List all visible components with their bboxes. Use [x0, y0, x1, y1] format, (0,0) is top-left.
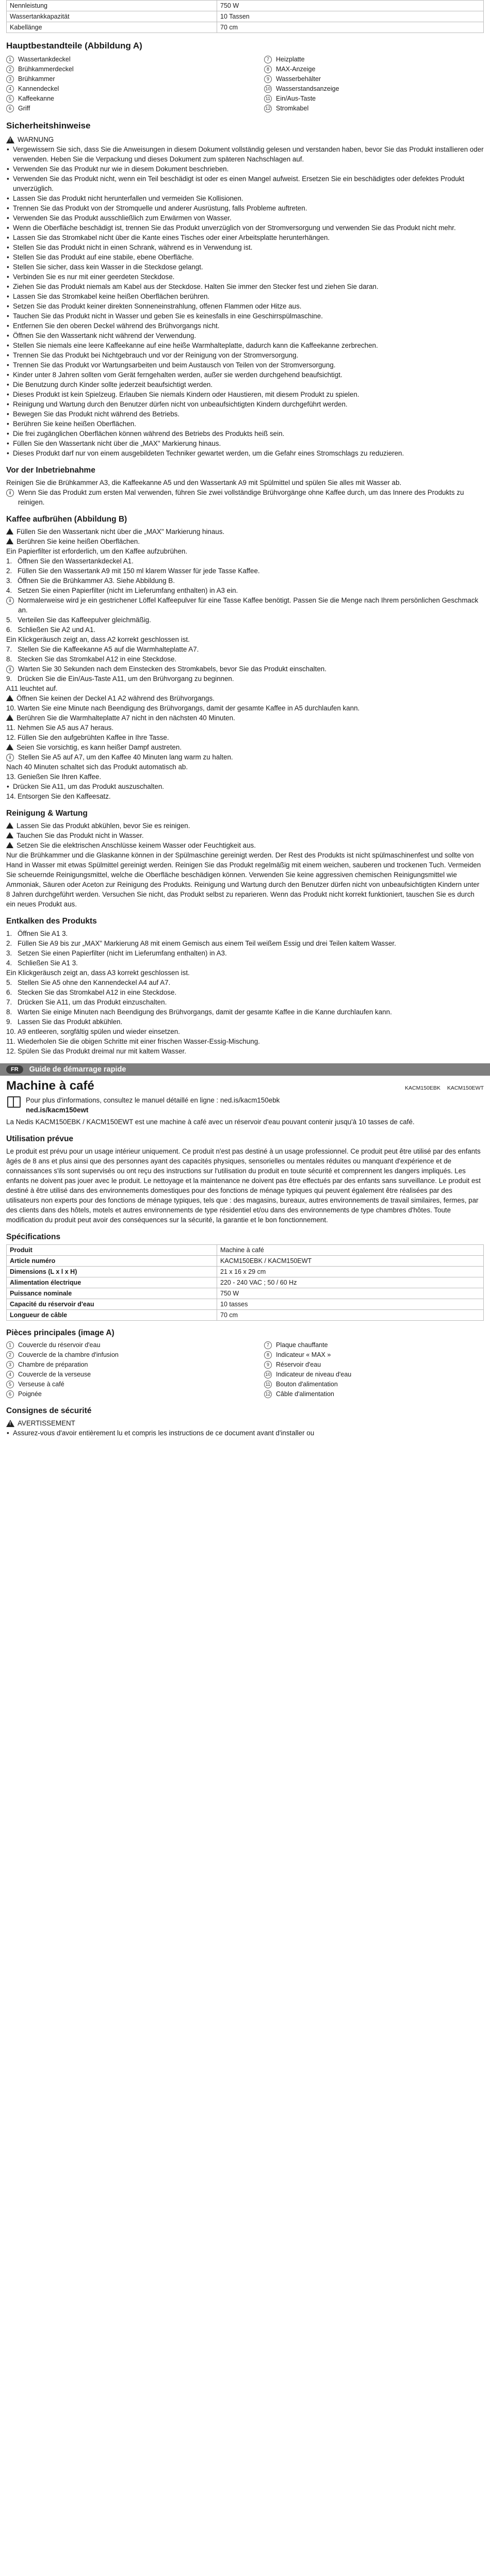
manual-line-1: Pour plus d'informations, consultez le manuel détaillé en ligne : ned.is/kacm150ebk — [26, 1096, 280, 1104]
table-row — [7, 11, 484, 22]
brew-step-9b: A11 leuchtet auf. — [6, 685, 58, 692]
safety-item: • Berühren Sie keine heißen Oberflächen. — [6, 419, 484, 429]
warning-icon: ! — [6, 1420, 14, 1427]
safety-item: • Füllen Sie den Wassertank nicht über die „MAX" Markierung hinaus. — [6, 439, 484, 448]
part-item — [6, 74, 264, 84]
part-label: Wassertankdeckel — [18, 56, 71, 63]
brew-steps-e — [6, 772, 484, 782]
step-number: 10. — [6, 1028, 16, 1035]
table-cell-value: Machine à café — [217, 1245, 484, 1256]
part-item — [264, 1360, 481, 1369]
step-text: Öffnen Sie A1 3. — [18, 930, 68, 937]
warning-icon — [6, 832, 13, 838]
step-number: 5. — [6, 979, 12, 986]
safety-heading-de: Sicherheitshinweise — [6, 121, 91, 131]
step-number: 5. — [6, 616, 12, 624]
part-number: 7 — [264, 1341, 272, 1349]
brew-bullet-list — [6, 782, 484, 791]
safety-item: • Stellen Sie das Produkt nicht in einen Schrank, während es in Verwendung ist. — [6, 242, 484, 252]
warning-icon — [6, 695, 13, 701]
part-item — [6, 1350, 264, 1359]
safety-item: • Verwenden Sie das Produkt nur wie in diesem Dokument beschrieben. — [6, 164, 484, 174]
step-text: Stecken Sie das Stromkabel A12 in eine Steckdose. — [18, 655, 177, 663]
step-number: 1. — [6, 930, 12, 937]
step-text: Warten Sie einige Minuten nach Beendigung des Brühvorgangs, damit der gesamte Kaffee in die Kanne durchlaufen kann. — [18, 1008, 392, 1016]
step-text: Schließen Sie A1 3. — [18, 959, 78, 967]
part-item — [264, 94, 481, 103]
fr-bar-title: Guide de démarrage rapide — [29, 1065, 126, 1074]
part-number: 4 — [6, 85, 14, 93]
part-number: 5 — [6, 1381, 14, 1388]
language-badge: FR — [6, 1065, 23, 1074]
part-item — [6, 1370, 264, 1379]
step-item — [6, 556, 484, 566]
step-number: 12. — [6, 734, 16, 741]
fr-spec-table — [6, 1244, 484, 1321]
step-item — [6, 644, 484, 654]
part-item — [6, 1360, 264, 1369]
step-number: 6. — [6, 626, 12, 634]
warning-label-fr: AVERTISSEMENT — [18, 1419, 75, 1427]
step-number: 7. — [6, 998, 12, 1006]
safety-item: • Reinigung und Wartung durch den Benutzer dürfen nicht von unbeaufsichtigten Kindern durchgeführt werden. — [6, 399, 484, 409]
table-row — [7, 1267, 484, 1277]
brew-step-9: 9. Drücken Sie die Ein/Aus-Taste A11, um den Brühvorgang zu beginnen. — [6, 675, 234, 683]
step-text: Wiederholen Sie die obigen Schritte mit einer frischen Wasser-Essig-Mischung. — [18, 1038, 260, 1045]
model-numbers — [400, 1083, 484, 1093]
safety-item: • Tauchen Sie das Produkt nicht in Wasser und geben Sie es keinesfalls in eine Geschirrspülmaschine. — [6, 311, 484, 321]
warning-icon — [6, 842, 13, 848]
step-item — [6, 987, 484, 997]
part-item — [264, 1350, 481, 1359]
brew-bullet: • Drücken Sie A11, um das Produkt auszuschalten. — [6, 782, 484, 791]
part-label: Verseuse à café — [18, 1381, 64, 1388]
brew-click-1: Ein Klickgeräusch zeigt an, dass A2 korrekt geschlossen ist. — [6, 636, 190, 643]
safety-item: • Trennen Sie das Produkt bei Nichtgebrauch und vor der Reinigung von der Stromversorgung. — [6, 350, 484, 360]
brew-note-2: i Warten Sie 30 Sekunden nach dem Einstecken des Stromkabels, bevor Sie das Produkt einschalten. — [6, 664, 484, 674]
step-text: Öffnen Sie den Wassertankdeckel A1. — [18, 557, 134, 565]
step-text: Füllen Sie den aufgebrühten Kaffee in Ihre Tasse. — [18, 734, 169, 741]
brew-intro-de: Ein Papierfilter ist erforderlich, um den Kaffee aufzubrühen. — [6, 547, 188, 555]
step-number: 11. — [6, 1038, 15, 1045]
table-cell-value: 70 cm — [217, 22, 484, 33]
part-label: Griff — [18, 105, 30, 112]
parts-heading-fr: Pièces principales (image A) — [6, 1328, 115, 1337]
manual-line-2: ned.is/kacm150ewt — [26, 1106, 89, 1114]
table-cell-key: Dimensions (L x l x H) — [7, 1267, 217, 1277]
parts-list-fr — [6, 1340, 484, 1399]
step-item — [6, 997, 484, 1007]
part-number: 1 — [6, 56, 14, 63]
safety-item: • Verwenden Sie das Produkt nicht, wenn ein Teil beschädigt ist oder es einen Mangel aufweist. Ersetzen Sie ein beschädigtes oder defektes Produkt unverzüglich. — [6, 174, 484, 193]
step-text: Stecken Sie das Stromkabel A12 in eine Steckdose. — [18, 989, 177, 996]
part-item — [264, 84, 481, 93]
part-item — [264, 104, 481, 113]
part-number: 2 — [6, 1351, 14, 1359]
step-number: 6. — [6, 989, 12, 996]
part-label: Indicateur de niveau d'eau — [276, 1371, 352, 1378]
warning-icon — [6, 715, 13, 721]
part-label: Plaque chauffante — [276, 1341, 328, 1349]
safety-item: • Stellen Sie das Produkt auf eine stabile, ebene Oberfläche. — [6, 252, 484, 262]
step-text: Drücken Sie A11, um das Produkt einzuschalten. — [18, 998, 167, 1006]
part-item — [264, 64, 481, 74]
safety-item: • Vergewissern Sie sich, dass Sie die Anweisungen in diesem Dokument vollständig gelesen und verstanden haben, bevor Sie das Produkt installieren oder verwenden. Heben Sie die Verpackung und dieses Dokument zum späteren Nachschlagen auf. — [6, 144, 484, 164]
brew-step-14: 14. Entsorgen Sie den Kaffeesatz. — [6, 792, 111, 800]
table-row — [7, 1288, 484, 1299]
safety-item: • Die Benutzung durch Kinder sollte jederzeit beaufsichtigt werden. — [6, 380, 484, 390]
descale-click: Ein Klickgeräusch zeigt an, dass A3 korrekt geschlossen ist. — [6, 969, 190, 977]
brew-warn-4: Berühren Sie die Warmhalteplatte A7 nicht in den nächsten 40 Minuten. — [6, 713, 484, 723]
clean-text-de: Nur die Brühkammer und die Glaskanne können in der Spülmaschine gereinigt werden. Der Rest des Produkts ist nicht spülmaschinenfest und sollte von Hand in Wasser mit etwas Spülmittel gereinigt werden. Reinigen Sie das Produkt regelmäßig mit einem weichen, sauberen und trockenen Tuch. Vermeiden Sie scheuernde Reinigungsmittel, welche die Oberfläche beschädigen können. Verwenden Sie keine aggressiven chemischen Reinigungsmittel wie Ammoniak, Säuren oder Aceton zur Reinigung des Produkts. Reinigung und Wartung durch den Benutzer dürfen nicht von unbeaufsichtigten Kindern unter 8 Jahren durchgeführt werden. Versuchen Sie nicht, das Produkt selbst zu reparieren. Wenn das Produkt nicht korrekt funktioniert, tauschen Sie es durch ein neues Produkt aus. — [6, 851, 481, 908]
safety-list-de — [6, 144, 484, 458]
step-item — [6, 929, 484, 938]
table-cell-key: Nennleistung — [7, 1, 217, 11]
part-number: 3 — [6, 1361, 14, 1369]
fr-intro: La Nedis KACM150EBK / KACM150EWT est une machine à café avec un réservoir d'eau pouvant contenir jusqu'à 10 tasses de café. — [6, 1118, 415, 1126]
part-label: Couvercle de la chambre d'infusion — [18, 1351, 119, 1358]
step-number: 8. — [6, 655, 12, 663]
clean-heading-de: Reinigung & Wartung — [6, 809, 88, 818]
prep-heading-de: Vor der Inbetriebnahme — [6, 466, 95, 475]
part-label: Couvercle de la verseuse — [18, 1371, 91, 1378]
step-item — [6, 615, 484, 625]
step-number: 3. — [6, 577, 12, 585]
step-number: 1. — [6, 557, 12, 565]
table-row — [7, 22, 484, 33]
part-item — [264, 1340, 481, 1350]
part-label: Wasserstandsanzeige — [276, 85, 339, 92]
step-item — [6, 1027, 484, 1036]
specs-heading-fr: Spécifications — [6, 1233, 61, 1241]
part-number: 12 — [264, 1390, 272, 1398]
part-label: Ein/Aus-Taste — [276, 95, 316, 102]
part-number: 4 — [6, 1371, 14, 1379]
brew-steps-c — [6, 644, 484, 664]
info-icon: i — [6, 754, 14, 762]
safety-item: • Setzen Sie das Produkt keiner direkten Sonneneinstrahlung, offenen Flammen oder Hitze aus. — [6, 301, 484, 311]
safety-item: • Entfernen Sie den oberen Deckel während des Brühvorgangs nicht. — [6, 321, 484, 331]
part-item — [6, 1380, 264, 1389]
brew-heading-de: Kaffee aufbrühen (Abbildung B) — [6, 515, 127, 524]
step-item — [6, 1017, 484, 1027]
part-label: Réservoir d'eau — [276, 1361, 321, 1368]
warning-line-de — [6, 135, 484, 144]
step-item — [6, 566, 484, 576]
step-number: 13. — [6, 773, 16, 781]
part-number: 5 — [6, 95, 14, 103]
safety-item: • Dieses Produkt ist kein Spielzeug. Erlauben Sie niemals Kindern oder Haustieren, mit diesem Produkt zu spielen. — [6, 390, 484, 399]
table-row — [7, 1310, 484, 1321]
step-text: Spülen Sie das Produkt dreimal nur mit kaltem Wasser. — [18, 1047, 186, 1055]
table-row — [7, 1, 484, 11]
part-item — [264, 1389, 481, 1399]
warning-icon — [6, 538, 13, 544]
safety-item: • Verbinden Sie es nur mit einer geerdeten Steckdose. — [6, 272, 484, 282]
step-text: Genießen Sie Ihren Kaffee. — [18, 773, 102, 781]
prep-note-de: i Wenn Sie das Produkt zum ersten Mal verwenden, führen Sie zwei vollständige Brühvorgänge ohne Kaffee durch, um das Innere des Produkts zu reinigen. — [6, 488, 484, 507]
part-number: 1 — [6, 1341, 14, 1349]
step-text: Setzen Sie einen Papierfilter (nicht im Lieferumfang enthalten) in A3. — [18, 949, 227, 957]
table-cell-key: Puissance nominale — [7, 1288, 217, 1299]
warning-icon — [6, 528, 13, 534]
part-item — [264, 1370, 481, 1379]
step-text: Lassen Sie das Produkt abkühlen. — [18, 1018, 123, 1026]
safety-item: • Lassen Sie das Stromkabel keine heißen Oberflächen berühren. — [6, 291, 484, 301]
parts-heading-de: Hauptbestandteile (Abbildung A) — [6, 41, 142, 51]
part-label: Kaffeekanne — [18, 95, 54, 102]
parts-list-de — [6, 55, 484, 113]
step-number: 3. — [6, 949, 12, 957]
part-number: 12 — [264, 105, 272, 112]
clean-warn-3: Setzen Sie die elektrischen Anschlüsse keinem Wasser oder Feuchtigkeit aus. — [6, 840, 484, 850]
step-text: Füllen Sie den Wassertank A9 mit 150 ml klarem Wasser für jede Tasse Kaffee. — [18, 567, 260, 575]
table-row — [7, 1256, 484, 1267]
warning-icon — [6, 744, 13, 750]
step-number: 2. — [6, 939, 12, 947]
fr-section-bar — [0, 1063, 490, 1076]
part-number: 6 — [6, 105, 14, 112]
part-item — [264, 74, 481, 84]
safety-item: • Öffnen Sie den Wassertank nicht während der Verwendung. — [6, 331, 484, 341]
manual-reference — [6, 1095, 484, 1115]
part-number: 10 — [264, 1371, 272, 1379]
part-number: 3 — [6, 75, 14, 83]
table-cell-key: Wassertankkapazität — [7, 11, 217, 22]
part-number: 6 — [6, 1390, 14, 1398]
model-number-1: KACM150EBK — [405, 1085, 440, 1091]
top-spec-table — [6, 0, 484, 33]
safety-item: • Lassen Sie das Stromkabel nicht über die Kante eines Tisches oder einer Arbeitsplatte herunterhängen. — [6, 233, 484, 242]
brew-steps-a — [6, 556, 484, 595]
brew-warn-5: Seien Sie vorsichtig, es kann heißer Dampf austreten. — [6, 742, 484, 752]
part-number: 11 — [264, 1381, 272, 1388]
safety-item: • Stellen Sie sicher, dass kein Wasser in die Steckdose gelangt. — [6, 262, 484, 272]
safety-item: • Stellen Sie niemals eine leere Kaffeekanne auf eine heiße Warmhalteplatte, dadurch kann die Kaffeekanne zerbrechen. — [6, 341, 484, 350]
part-label: Stromkabel — [276, 105, 309, 112]
safety-item: • Trennen Sie das Produkt vor Wartungsarbeiten und beim Austausch von Teilen von der Stromversorgung. — [6, 360, 484, 370]
part-label: Brühkammer — [18, 75, 55, 83]
step-number: 2. — [6, 567, 12, 575]
step-text: A9 entleeren, sorgfältig spülen und wieder einsetzen. — [18, 1028, 180, 1035]
step-text: Verteilen Sie das Kaffeepulver gleichmäßig. — [18, 616, 151, 624]
warning-line-fr — [6, 1418, 484, 1428]
table-cell-value: KACM150EBK / KACM150EWT — [217, 1256, 484, 1267]
part-item — [6, 1340, 264, 1350]
table-cell-value: 70 cm — [217, 1310, 484, 1321]
brew-note-3: i Stellen Sie A5 auf A7, um den Kaffee 40 Minuten lang warm zu halten. — [6, 752, 484, 762]
part-item — [6, 55, 264, 64]
safety-item: • Kinder unter 8 Jahren sollten vom Gerät ferngehalten werden, außer sie werden durchgehend beaufsichtigt. — [6, 370, 484, 380]
table-cell-value: 21 x 16 x 29 cm — [217, 1267, 484, 1277]
step-item — [6, 1007, 484, 1017]
table-row — [7, 1299, 484, 1310]
step-text: Füllen Sie A9 bis zur „MAX" Markierung A8 mit einem Gemisch aus einem Teil weißem Essig und drei Teilen kaltem Wasser. — [18, 939, 396, 947]
part-label: MAX-Anzeige — [276, 66, 316, 73]
fr-product-header — [6, 1079, 484, 1093]
step-item — [6, 576, 484, 586]
table-cell-value: 750 W — [217, 1, 484, 11]
step-item — [6, 723, 484, 733]
step-text: Stellen Sie die Kaffeekanne A5 auf die Warmhalteplatte A7. — [18, 645, 199, 653]
step-item — [6, 938, 484, 948]
step-item — [6, 978, 484, 987]
step-text: Nehmen Sie A5 aus A7 heraus. — [18, 724, 114, 732]
warning-label-de: WARNUNG — [18, 136, 54, 143]
step-item — [6, 1036, 484, 1046]
descale-steps-b — [6, 978, 484, 1056]
info-icon: i — [6, 489, 14, 497]
step-text: Öffnen Sie die Brühkammer A3. Siehe Abbildung B. — [18, 577, 175, 585]
table-cell-value: 750 W — [217, 1288, 484, 1299]
step-number: 7. — [6, 645, 12, 653]
part-label: Heizplatte — [276, 56, 305, 63]
step-number: 12. — [6, 1047, 16, 1055]
clean-warn-1: Lassen Sie das Produkt abkühlen, bevor Sie es reinigen. — [6, 821, 484, 831]
safety-item: • Die frei zugänglichen Oberflächen können während des Betriebs des Produkts heiß sein. — [6, 429, 484, 439]
safety-list-fr — [6, 1428, 484, 1438]
safety-item: • Dieses Produkt darf nur von einem ausgebildeten Techniker gewartet werden, um die Gefahr eines Stromschlags zu reduzieren. — [6, 448, 484, 458]
safety-item: • Verwenden Sie das Produkt ausschließlich zum Erwärmen von Wasser. — [6, 213, 484, 223]
part-label: Indicateur « MAX » — [276, 1351, 331, 1358]
table-cell-key: Produit — [7, 1245, 217, 1256]
table-row — [7, 1277, 484, 1288]
fr-product-title: Machine à café — [6, 1079, 94, 1093]
table-cell-key: Article numéro — [7, 1256, 217, 1267]
part-label: Poignée — [18, 1390, 42, 1398]
brew-note-1: i Normalerweise wird je ein gestrichener Löffel Kaffeepulver für eine Tasse Kaffee benötigt. Passen Sie die Menge nach Ihrem persönlichen Geschmack an. — [6, 595, 484, 615]
table-cell-key: Alimentation électrique — [7, 1277, 217, 1288]
table-cell-value: 220 - 240 VAC ; 50 / 60 Hz — [217, 1277, 484, 1288]
brew-steps-b — [6, 615, 484, 635]
warning-icon — [6, 822, 13, 829]
usage-heading-fr: Utilisation prévue — [6, 1135, 74, 1143]
part-label: Wasserbehälter — [276, 75, 321, 83]
brew-warn-2: Berühren Sie keine heißen Oberflächen. — [6, 537, 484, 546]
info-icon: i — [6, 597, 14, 605]
part-item — [264, 55, 481, 64]
safety-item: • Bewegen Sie das Produkt nicht während des Betriebs. — [6, 409, 484, 419]
brew-warn-1: Füllen Sie den Wassertank nicht über die „MAX" Markierung hinaus. — [6, 527, 484, 537]
safety-heading-fr: Consignes de sécurité — [6, 1406, 92, 1415]
brew-warn-3: Öffnen Sie keinen der Deckel A1 A2 während des Brühvorgangs. — [6, 693, 484, 703]
descale-heading-de: Entkalken des Produkts — [6, 917, 97, 926]
safety-item: • Wenn die Oberfläche beschädigt ist, trennen Sie das Produkt unverzüglich von der Stromversorgung und verwenden Sie das Produkt nicht mehr. — [6, 223, 484, 233]
part-item — [6, 64, 264, 74]
book-icon — [7, 1096, 21, 1108]
safety-item-fr: • Assurez-vous d'avoir entièrement lu et compris les instructions de ce document avant d'installer ou — [6, 1428, 484, 1438]
part-item — [264, 1380, 481, 1389]
step-text: Schließen Sie A2 und A1. — [18, 626, 96, 634]
part-label: Couvercle du réservoir d'eau — [18, 1341, 101, 1349]
table-cell-value: 10 Tassen — [217, 11, 484, 22]
step-item — [6, 654, 484, 664]
part-item — [6, 104, 264, 113]
brew-auto: Nach 40 Minuten schaltet sich das Produkt automatisch ab. — [6, 763, 188, 771]
part-number: 10 — [264, 85, 272, 93]
table-cell-key: Kabellänge — [7, 22, 217, 33]
step-number: 4. — [6, 587, 12, 594]
step-item — [6, 586, 484, 595]
table-row — [7, 1245, 484, 1256]
part-number: 9 — [264, 1361, 272, 1369]
part-label: Câble d'alimentation — [276, 1390, 334, 1398]
step-text: Setzen Sie einen Papierfilter (nicht im Lieferumfang enthalten) in A3 ein. — [18, 587, 238, 594]
step-item — [6, 958, 484, 968]
brew-step-10: 10. Warten Sie eine Minute nach Beendigung des Brühvorgangs, damit der gesamte Kaffee in A5 durchlaufen kann. — [6, 704, 360, 712]
step-text: Stellen Sie A5 ohne den Kannendeckel A4 auf A7. — [18, 979, 171, 986]
step-item — [6, 1046, 484, 1056]
warning-icon: ! — [6, 136, 14, 143]
info-icon: i — [6, 666, 14, 673]
safety-item: • Lassen Sie das Produkt nicht herunterfallen und vermeiden Sie Kollisionen. — [6, 193, 484, 203]
table-cell-key: Longueur de câble — [7, 1310, 217, 1321]
part-item — [6, 1389, 264, 1399]
part-label: Bouton d'alimentation — [276, 1381, 338, 1388]
descale-steps-a — [6, 929, 484, 968]
step-number: 9. — [6, 1018, 12, 1026]
prep-text-de: Reinigen Sie die Brühkammer A3, die Kaffeekanne A5 und den Wassertank A9 mit Spülmittel und spülen Sie alles mit Wasser ab. — [6, 479, 402, 487]
step-item — [6, 772, 484, 782]
safety-item: • Trennen Sie das Produkt von der Stromquelle und anderer Ausrüstung, falls Probleme auftreten. — [6, 203, 484, 213]
table-cell-value: 10 tasses — [217, 1299, 484, 1310]
part-number: 11 — [264, 95, 272, 103]
step-item — [6, 625, 484, 635]
table-cell-key: Capacité du réservoir d'eau — [7, 1299, 217, 1310]
usage-text-fr: Le produit est prévu pour un usage intérieur uniquement. Ce produit n'est pas destiné à un usage professionnel. Ce produit peut être utilisé par des enfants âgés de 8 ans et plus ainsi que des personnes ayant des capacités physiques, sensorielles ou mentales réduites ou manquant d'expérience et de connaissances s'ils sont supervisés ou ont reçu des instructions sur l'utilisation du produit en toute sécurité et comprennent les dangers impliqués. Les enfants ne doivent pas jouer avec le produit. Le nettoyage et la maintenance ne doivent pas être effectués par des enfants sans surveillance. Le produit est destiné à être utilisé dans des environnements domestiques pour des fonctions de ménage typiques qui peuvent également être réalisées par des utilisateurs non experts pour des fonctions de ménage typiques, tels que : des magasins, bureaux, autres environnements de travail similaires, fermes, par des clients dans des hôtels, motels et autres environnements de type résidentiel et/ou dans des environnements de type chambres d'hôtes. Toute modification du produit peut avoir des conséquences sur la sécurité, la garantie et le bon fonctionnement. — [6, 1147, 481, 1224]
part-number: 2 — [6, 66, 14, 73]
part-item — [6, 84, 264, 93]
step-number: 4. — [6, 959, 12, 967]
step-number: 8. — [6, 1008, 12, 1016]
step-item — [6, 948, 484, 958]
part-label: Brühkammerdeckel — [18, 66, 74, 73]
model-number-2: KACM150EWT — [447, 1085, 484, 1091]
part-number: 8 — [264, 66, 272, 73]
safety-item: • Ziehen Sie das Produkt niemals am Kabel aus der Steckdose. Halten Sie immer den Stecker fest und ziehen Sie daran. — [6, 282, 484, 291]
part-label: Chambre de préparation — [18, 1361, 88, 1368]
clean-warn-2: Tauchen Sie das Produkt nicht in Wasser. — [6, 831, 484, 840]
step-number: 11. — [6, 724, 15, 732]
part-number: 9 — [264, 75, 272, 83]
part-label: Kannendeckel — [18, 85, 59, 92]
step-item — [6, 733, 484, 742]
part-number: 7 — [264, 56, 272, 63]
part-item — [6, 94, 264, 103]
brew-steps-d — [6, 723, 484, 742]
part-number: 8 — [264, 1351, 272, 1359]
